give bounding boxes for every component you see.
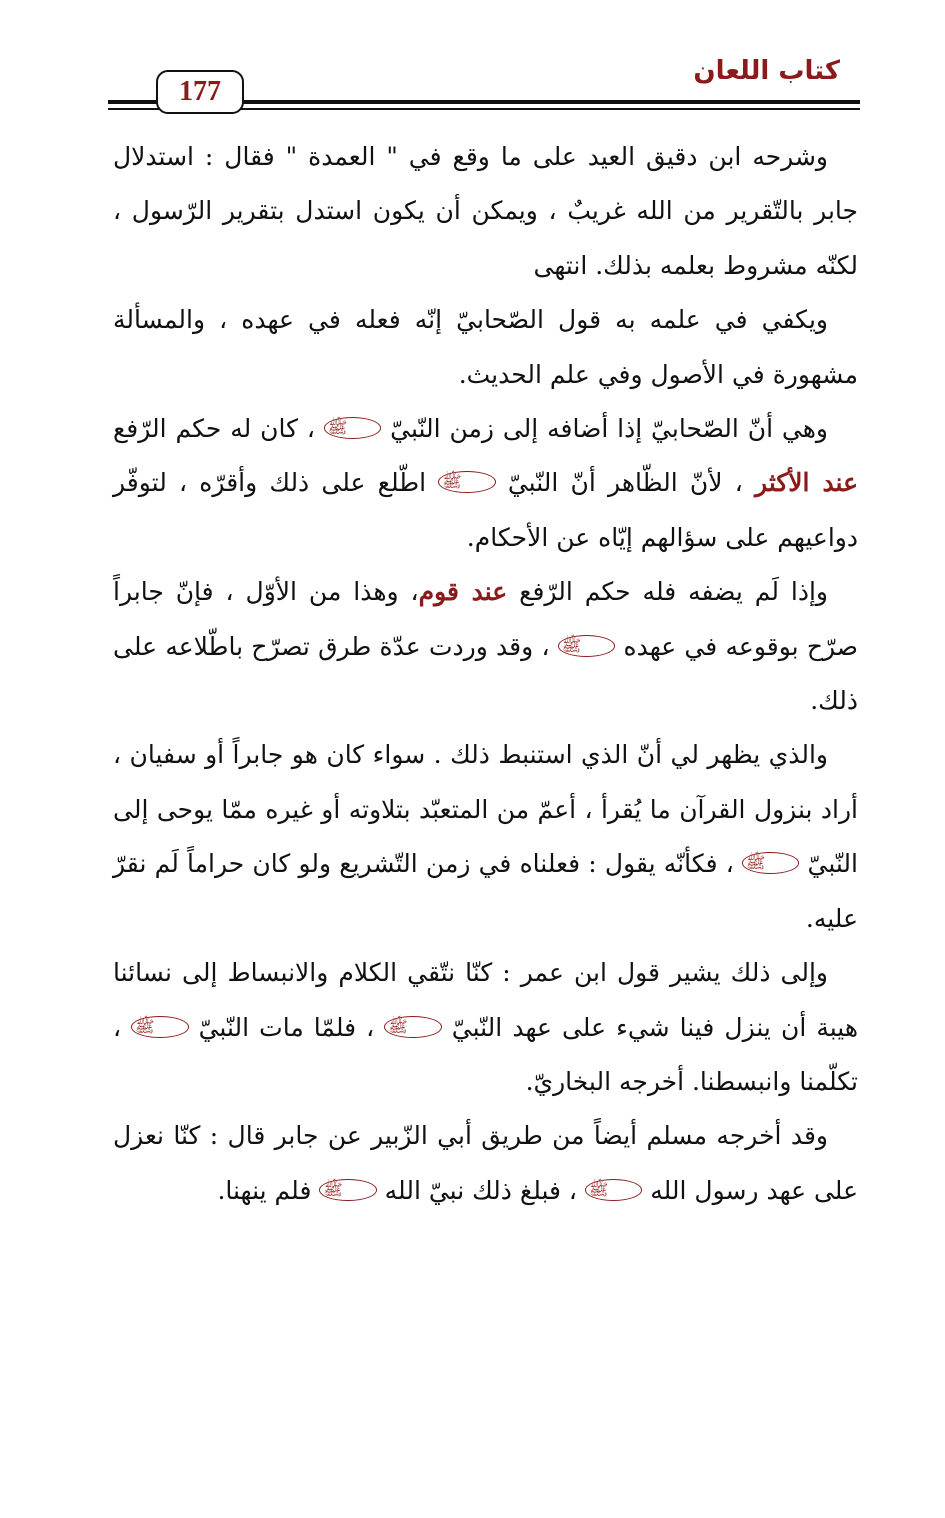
paragraph-text: ، فبلغ ذلك نبيّ الله [384, 1175, 577, 1205]
paragraph-1: وشرحه ابن دقيق العيد على ما وقع في " العمدة " فقال : استدلال جابر بالتّقرير من الله غريبٌ ، ويمكن أن يكون استدل بتقرير الرّسول ، لكنّه مشروط بعلمه بذلك. انتهى [113, 142, 858, 280]
paragraph-text: اطّلع على ذلك وأقرّه ، لتوفّر دواعيهم على سؤالهم إيّاه عن الأحكام. [113, 468, 858, 552]
paragraph-6 [113, 946, 858, 1109]
paragraph-5 [113, 728, 858, 946]
paragraph-text: والذي يظهر لي أنّ الذي استنبط ذلك . سواء كان هو جابراً أو سفيان ، أراد بنزول القرآن ما يُقرأ ، أعمّ من المتعبّد بتلاوته أو غيره ممّا يوحى إلى النّبيّ [113, 740, 858, 879]
paragraph-text: وإلى ذلك يشير قول ابن عمر : كنّا نتّقي الكلام والانبساط إلى نسائنا هيبة أن ينزل فينا شيء على عهد النّبيّ [113, 958, 859, 1042]
page-body [113, 130, 858, 1218]
salawat-symbol-icon: ﷺ [585, 1179, 642, 1201]
paragraph-7 [113, 1109, 858, 1218]
paragraph-2: ويكفي في علمه به قول الصّحابيّ إنّه فعله في عهده ، والمسألة مشهورة في الأصول وفي علم الحديث. [113, 305, 858, 389]
salawat-symbol-icon: ﷺ [319, 1179, 376, 1201]
salawat-symbol-icon: ﷺ [438, 471, 495, 493]
paragraph-text: ، لأنّ الظّاهر أنّ النّبيّ [507, 468, 743, 498]
highlight-term: عند قوم [418, 577, 508, 607]
paragraph-3 [113, 402, 858, 565]
salawat-symbol-icon: ﷺ [742, 852, 799, 874]
highlight-term: عند الأكثر [755, 468, 859, 498]
salawat-symbol-icon: ﷺ [131, 1016, 188, 1038]
paragraph-text: ، وهذا من الأوّل ، فإنّ جابراً صرّح بوقوعه في عهده [113, 577, 859, 661]
page-header [108, 52, 860, 114]
paragraph-text: وهي أنّ الصّحابيّ إذا أضافه إلى زمن النّبيّ [390, 414, 829, 444]
book-title: كتاب اللعان [693, 56, 840, 86]
paragraph-text: وإذا لَم يضفه فله حكم الرّفع [519, 577, 829, 607]
salawat-symbol-icon: ﷺ [558, 635, 615, 657]
paragraph-4 [113, 565, 858, 728]
paragraph-text: ، فلمّا مات النّبيّ [198, 1012, 375, 1042]
paragraph-text: ، وقد وردت عدّة طرق تصرّح باطّلاعه على ذلك. [113, 631, 858, 716]
page-number: 177 [156, 70, 244, 114]
paragraph-text: ، كان له حكم الرّفع [113, 414, 315, 444]
paragraph-text: ، فكأنّه يقول : فعلناه في زمن التّشريع ولو كان حراماً لَم نقرّ عليه. [113, 849, 858, 933]
salawat-symbol-icon: ﷺ [384, 1016, 441, 1038]
paragraph-text: وقد أخرجه مسلم أيضاً من طريق أبي الزّبير عن جابر قال : كنّا نعزل على عهد رسول الله [113, 1121, 858, 1205]
salawat-symbol-icon: ﷺ [324, 417, 381, 439]
paragraph-text: ، تكلّمنا وانبسطنا. أخرجه البخاريّ. [113, 1012, 858, 1096]
paragraph-text: فلم ينهنا. [217, 1175, 312, 1205]
